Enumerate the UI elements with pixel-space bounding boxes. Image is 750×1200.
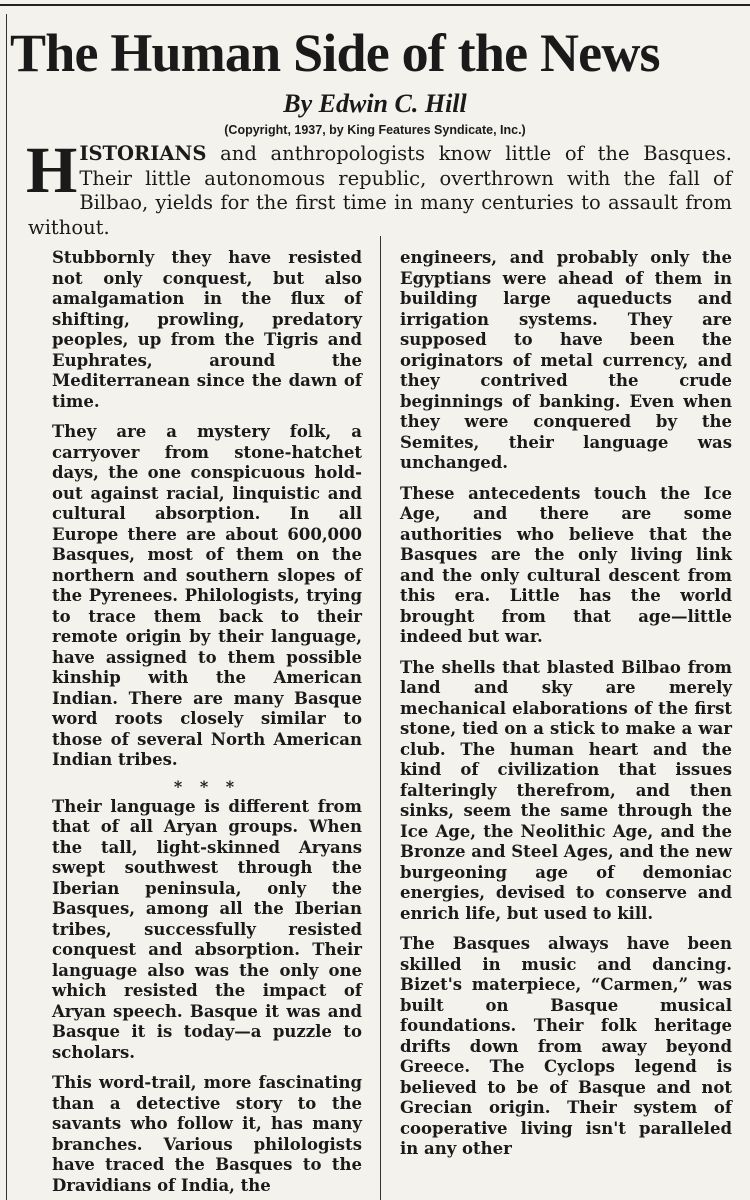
- right-column: [400, 248, 732, 1200]
- lead-text: and anthropologists know little of the Basques. Their little autonomous republic, overthrown with the fall of Bilbao, yields for the first time in many centuries to assault from without.: [28, 142, 732, 239]
- top-rule: [0, 4, 750, 6]
- byline: By Edwin C. Hill: [283, 89, 467, 118]
- lead-paragraph: [26, 134, 732, 240]
- paragraph: Their language is different from that of all Aryan groups. When the tall, light-skinned Aryans swept southwest through the Iberian peninsula, only the Basques, among all the Iberian tribes, successfully resisted conquest and absorption. Their language also was the only one which resisted the impact of Aryan speech. Basque it was and Basque it is today—a puzzle to scholars.: [52, 796, 362, 1062]
- headline: The Human Side of the News: [10, 23, 660, 83]
- column-rule: [380, 236, 381, 1200]
- left-border-rule: [6, 14, 7, 1200]
- paragraph: The shells that blasted Bilbao from land and sky are merely mechanical elaborations of the first stone, tied on a stick to make a war club. The human heart and the kind of civilization that issues falteringly therefrom, and then sinks, seem the same through the Ice Age, the Neolithic Age, and the Bronze and Steel Ages, and the new burgeoning age of demoniac energies, devised to conserve and enrich life, but used to kill.: [400, 657, 732, 923]
- copyright-notice: (Copyright, 1937, by King Features Syndicate, Inc.): [224, 123, 526, 137]
- drop-cap: H: [26, 134, 78, 207]
- paragraph: They are a mystery folk, a carryover from stone-hatchet days, the one conspicuous hold-out against racial, linquistic and cultural absorption. In all Europe there are about 600,000 Basques, most of them on the northern and southern slopes of the Pyrenees. Philologists, trying to trace them back to their remote origin by their language, have assigned to them possible kinship with the American Indian. There are many Basque word roots closely similar to those of several North American Indian tribes.: [52, 422, 362, 769]
- paragraph: These antecedents touch the Ice Age, and there are some authorities who believe that the Basques are the only living link and the only cultural descent from this era. Little has the world brought from that age—little indeed but war.: [400, 483, 732, 646]
- section-separator: * * *: [173, 776, 241, 796]
- paragraph: The Basques always have been skilled in music and dancing. Bizet's materpiece, “Carmen,” was built on Basque musical foundations. Their folk heritage drifts down from away beyond Greece. The Cyclops legend is believed to be of Basque and not Grecian origin. Their system of cooperative living isn't paralleled in any other: [400, 934, 732, 1158]
- paragraph: Stubbornly they have resisted not only conquest, but also amalgamation in the flux of shifting, prowling, predatory peoples, up from the Tigris and Euphrates, around the Mediterranean since the dawn of time.: [52, 248, 362, 411]
- paragraph: engineers, and probably only the Egyptians were ahead of them in building large aqueducts and irrigation systems. They are supposed to have been the originators of metal currency, and they contrived the crude beginnings of banking. Even when they were conquered by the Semites, their language was unchanged.: [400, 248, 732, 472]
- paragraph: This word-trail, more fascinating than a detective story to the savants who follow it, has many branches. Various philologists have traced the Basques to the Dravidians of India, the: [52, 1073, 362, 1195]
- lead-caps: ISTORIANS: [79, 142, 207, 165]
- left-column: [52, 248, 362, 1200]
